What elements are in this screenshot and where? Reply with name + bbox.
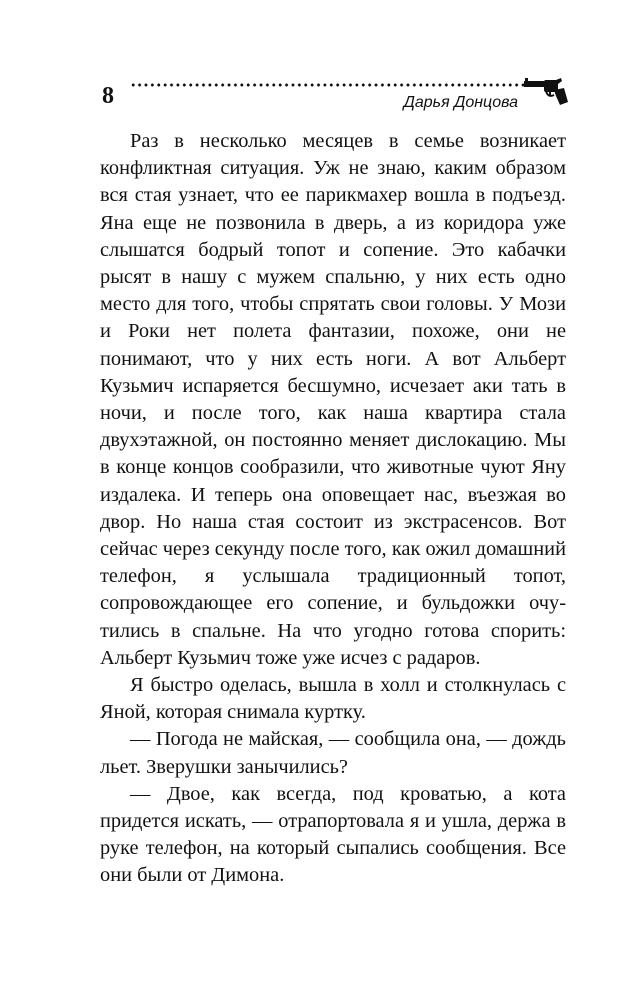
dotted-leader [130,82,528,88]
revolver-icon [524,78,568,106]
paragraph: Я быстро оделась, вышла в холл и столкнулась с Яной, которая снимала куртку. [100,674,566,724]
page-body [100,128,566,890]
author-name: Дарья Донцова [403,94,518,111]
paragraph: — Погода не майская, — сообщила она, — дождь льет. Зверушки занычились? [100,728,566,778]
paragraph: — Двое, как всегда, под кроватью, а кота придется искать, — отрапортовала я и ушла, держа в руке телефон, на который сыпались сообщения. Все они были от Димона. [100,782,566,887]
running-header [100,78,570,118]
page-number: 8 [102,83,114,109]
paragraph: Раз в несколько месяцев в семье возникает конфликтная ситуация. Уж не знаю, каким образом вся стая узнает, что ее парикмахер вошла в подъезд. Яна еще не позвонила в дверь, а из коридора уже слышатся бодрый топот и сопение. Это кабачки рысят в нашу с мужем спальню, у них есть одно место для того, чтобы спрятать свои головы. У Мози и Роки нет полета фантазии, похоже, они не понимают, что у них есть ноги. А вот Альберт Кузьмич испаряется бесшумно, исчезает аки тать в ночи, и после того, как наша квартира стала двухэтажной, он постоянно меняет дислокацию. Мы в конце концов сообразили, что животные чуют Яну издалека. И теперь она оповещает нас, въезжая во двор. Но наша стая состоит из экстрасенсов. Вот сейчас через секунду после того, как ожил домашний телефон, я услышала традиционный топот, сопровождающее его сопение, и бульдожки очутились в спальне. На что угодно готова спорить: Альберт Кузьмич тоже уже исчез с радаров. [100,130,566,669]
